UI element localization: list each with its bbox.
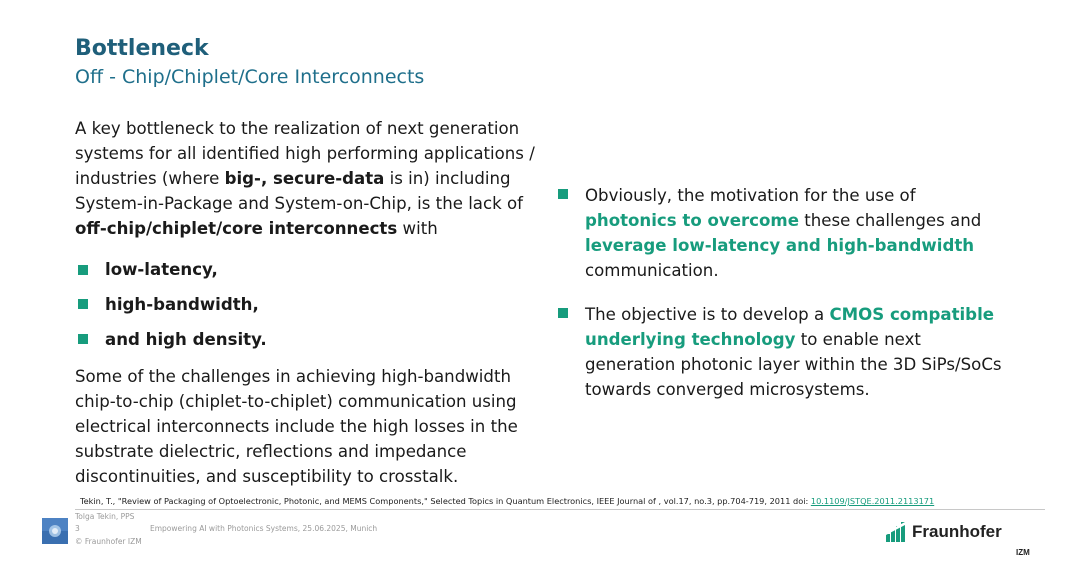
footer-divider [75, 509, 1045, 510]
intro-bold-1: big-, secure-data [224, 169, 385, 188]
fraunhofer-izm: IZM [1016, 548, 1030, 557]
fraunhofer-logo-icon [886, 522, 908, 542]
reference-text: Tekin, T., "Review of Packaging of Optoelectronic, Photonic, and MEMS Components," Selected Topics in Quantum Electronics, IEEE Journal of , vol.17, no.3, pp.704-719, 2011 doi: [80, 496, 811, 506]
motivation-highlight-2: leverage low-latency and high-bandwidth [585, 236, 975, 255]
reference-citation [80, 496, 1040, 506]
doi-link[interactable]: 10.1109/JSTQE.2011.2113171 [810, 496, 935, 506]
intro-paragraph [75, 116, 535, 241]
objective-bullet [585, 302, 1010, 402]
footer-page-number: 3 [75, 524, 80, 533]
intro-text-3: with [397, 219, 438, 238]
slide-subtitle: Off - Chip/Chiplet/Core Interconnects [75, 66, 425, 88]
motivation-bullet [585, 183, 1010, 283]
event-logo-icon [42, 518, 68, 544]
bullet-square-icon [558, 308, 568, 318]
objective-text-1: The objective is to develop a [585, 305, 830, 324]
slide-title: Bottleneck [75, 36, 209, 61]
bullet-low-latency: low-latency, [105, 260, 218, 279]
objective-highlight: CMOS compatible underlying technology [585, 305, 995, 349]
intro-text-1: A key bottleneck to the realization of next generation systems for all identified high performing applications / industries (where [75, 119, 535, 188]
fraunhofer-brand: Fraunhofer [912, 522, 1002, 541]
challenges-paragraph: Some of the challenges in achieving high-bandwidth chip-to-chip (chiplet-to-chiplet) communication using electrical interconnects include the high losses in the substrate dielectric, reflections and impedance discontinuities, and susceptibility to crosstalk. [75, 367, 518, 486]
bullet-square-icon [78, 334, 88, 344]
bullet-high-density: and high density. [105, 330, 267, 349]
motivation-text-2: these challenges and [798, 211, 982, 230]
bullet-square-icon [78, 299, 88, 309]
bullet-high-bandwidth: high-bandwidth, [105, 295, 259, 314]
intro-text-2: is in) including System-in-Package and System-on-Chip, is the lack of [75, 169, 523, 213]
motivation-highlight-1: photonics to overcome [585, 211, 799, 230]
bullet-square-icon [78, 265, 88, 275]
footer-copyright: © Fraunhofer IZM [75, 537, 142, 546]
intro-bold-2: off-chip/chiplet/core interconnects [75, 219, 398, 238]
bullet-square-icon [558, 189, 568, 199]
motivation-text-1: Obviously, the motivation for the use of [585, 186, 916, 205]
footer-author: Tolga Tekin, PPS [75, 512, 135, 521]
motivation-text-3: communication. [585, 261, 719, 280]
objective-text-2: to enable next generation photonic layer within the 3D SiPs/SoCs towards converged microsystems. [585, 330, 1002, 399]
footer-event: Empowering AI with Photonics Systems, 25.06.2025, Munich [150, 524, 378, 533]
